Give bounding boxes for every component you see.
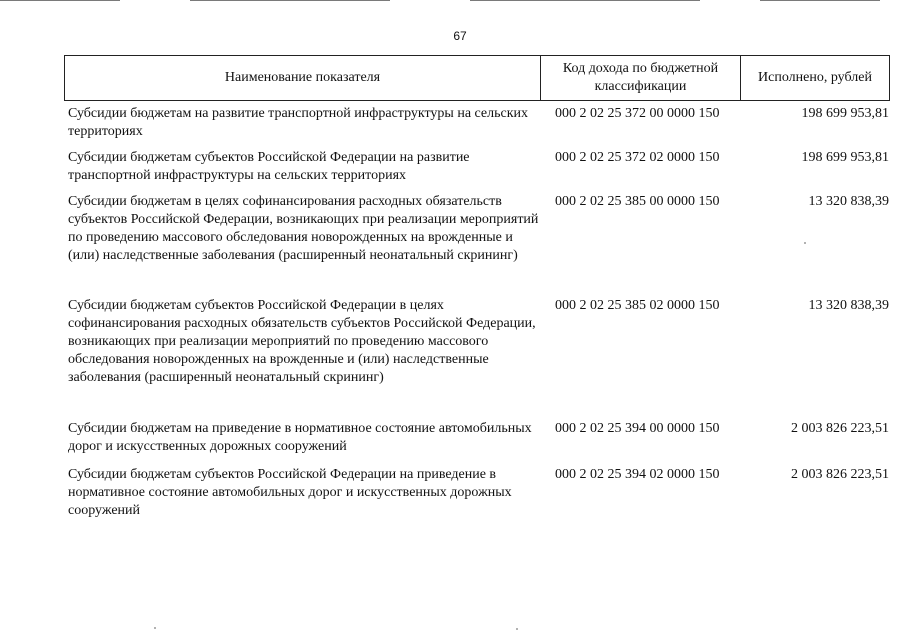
row-executed: 13 320 838,39 bbox=[808, 298, 889, 313]
scan-top-edge bbox=[0, 0, 909, 3]
row-executed: 198 699 953,81 bbox=[801, 150, 889, 165]
row-code: 000 2 02 25 385 02 0000 150 bbox=[555, 298, 720, 313]
row-executed: 198 699 953,81 bbox=[801, 106, 889, 121]
row-code: 000 2 02 25 394 00 0000 150 bbox=[555, 421, 720, 436]
row-code: 000 2 02 25 394 02 0000 150 bbox=[555, 467, 720, 482]
row-executed: 2 003 826 223,51 bbox=[791, 421, 889, 436]
page-number: 67 bbox=[453, 29, 467, 43]
table-header bbox=[64, 55, 890, 101]
row-name: Субсидии бюджетам на приведение в нормативное состояние автомобильных дорог и искусственных дорожных сооружений bbox=[68, 421, 532, 454]
row-code: 000 2 02 25 372 00 0000 150 bbox=[555, 106, 720, 121]
row-name: Субсидии бюджетам субъектов Российской Федерации на приведение в нормативное состояние автомобильных дорог и искусственных дорожных сооружений bbox=[68, 467, 512, 518]
scan-speck bbox=[516, 628, 518, 630]
row-name: Субсидии бюджетам субъектов Российской Федерации на развитие транспортной инфраструктуры на сельских территориях bbox=[68, 150, 470, 183]
row-name: Субсидии бюджетам субъектов Российской Федерации в целях софинансирования расходных обязательств субъектов Российской Федерации, возникающих при реализации мероприятий по проведению массового обследования новорожденных на врожденные и (или) наследственные заболевания (расширенный неонатальный скрининг) bbox=[68, 298, 536, 385]
scan-speck bbox=[154, 627, 156, 629]
row-executed: 2 003 826 223,51 bbox=[791, 467, 889, 482]
header-executed: Исполнено, рублей bbox=[758, 70, 872, 85]
header-code: Код дохода по бюджетной классификации bbox=[541, 56, 741, 100]
row-name: Субсидии бюджетам в целях софинансирования расходных обязательств субъектов Российской Федерации, возникающих при реализации мероприятий по проведению массового обследования новорожденных на врожденные и (или) наследственные заболевания (расширенный неонатальный скрининг) bbox=[68, 194, 539, 263]
header-name: Наименование показателя bbox=[65, 56, 541, 100]
row-code: 000 2 02 25 372 02 0000 150 bbox=[555, 150, 720, 165]
row-code: 000 2 02 25 385 00 0000 150 bbox=[555, 194, 720, 209]
table-row bbox=[64, 193, 890, 265]
row-name: Субсидии бюджетам на развитие транспортной инфраструктуры на сельских территориях bbox=[68, 106, 529, 139]
table-row bbox=[64, 420, 890, 456]
table-row bbox=[64, 149, 890, 185]
scan-speck bbox=[804, 242, 806, 244]
table-row bbox=[64, 466, 890, 520]
table-row bbox=[64, 297, 890, 387]
row-executed: 13 320 838,39 bbox=[808, 194, 889, 209]
table-row bbox=[64, 105, 890, 141]
